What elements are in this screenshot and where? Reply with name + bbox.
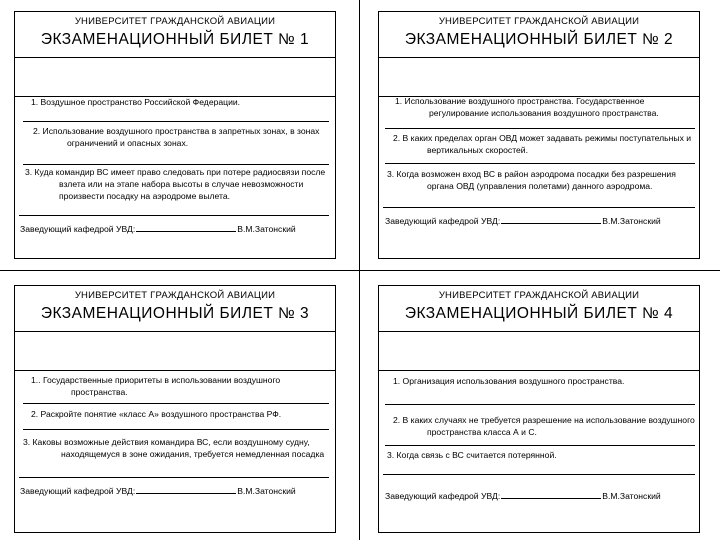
blank-field xyxy=(379,331,699,371)
exam-ticket-1 xyxy=(14,11,336,259)
question-3: 3. Когда связь с ВС считается потерянной. xyxy=(383,449,695,475)
signature-line xyxy=(385,215,661,227)
blank-field xyxy=(379,57,699,97)
question-2: 2. Использование воздушного пространства в запретных зонах, в зонах ограничений и опасных зонах. xyxy=(23,125,329,165)
question-3: 3. Каковы возможные действия командира ВС, если воздушному судну, находящемуся в зоне ожидания, требуется немедленная посадка xyxy=(19,436,329,478)
signature-blank xyxy=(136,485,236,494)
question-1: 1.. Государственные приоритеты в использовании воздушного пространства. xyxy=(23,374,329,404)
signature-name: В.М.Затонский xyxy=(602,216,661,226)
blank-field xyxy=(15,331,335,371)
ticket-title: ЭКЗАМЕНАЦИОННЫЙ БИЛЕТ № 1 xyxy=(40,31,310,48)
ticket-title: ЭКЗАМЕНАЦИОННЫЙ БИЛЕТ № 3 xyxy=(40,305,310,322)
signature-name: В.М.Затонский xyxy=(602,491,661,501)
signature-blank xyxy=(136,223,236,232)
signature-label: Заведующий кафедрой УВД: xyxy=(20,486,136,496)
question-2: 2. Раскройте понятие «класс А» воздушного пространства РФ. xyxy=(23,408,329,430)
university-name: УНИВЕРСИТЕТ ГРАЖДАНСКОЙ АВИАЦИИ xyxy=(74,290,276,301)
signature-label: Заведующий кафедрой УВД: xyxy=(385,216,501,226)
ticket-title: ЭКЗАМЕНАЦИОННЫЙ БИЛЕТ № 2 xyxy=(404,31,674,48)
exam-ticket-3 xyxy=(14,285,336,533)
signature-label: Заведующий кафедрой УВД: xyxy=(20,224,136,234)
question-3: 3. Когда возможен вход ВС в район аэродрома посадки без разрешения органа ОВД (управления полетами) данного аэродрома. xyxy=(383,168,695,208)
exam-ticket-4 xyxy=(378,285,700,533)
question-1: 1. Воздушное пространство Российской Федерации. xyxy=(23,96,329,122)
signature-line xyxy=(385,490,661,502)
signature-line xyxy=(20,485,296,497)
question-3: 3. Куда командир ВС имеет право следовать при потере радиосвязи после взлета или на этапе набора высоты в случае невозможности произвести посадку на аэродроме вылета. xyxy=(19,166,329,216)
signature-label: Заведующий кафедрой УВД: xyxy=(385,491,501,501)
signature-line xyxy=(20,223,296,235)
blank-field xyxy=(15,57,335,97)
signature-name: В.М.Затонский xyxy=(237,486,296,496)
horizontal-cut-line xyxy=(0,270,720,271)
signature-blank xyxy=(501,490,601,499)
question-1: 1. Использование воздушного пространства. Государственное регулирование использования воздушного пространства. xyxy=(385,95,695,129)
university-name: УНИВЕРСИТЕТ ГРАЖДАНСКОЙ АВИАЦИИ xyxy=(438,290,640,301)
signature-name: В.М.Затонский xyxy=(237,224,296,234)
signature-blank xyxy=(501,215,601,224)
question-2: 2. В каких случаях не требуется разрешение на использование воздушного пространства класса А и С. xyxy=(385,414,695,446)
university-name: УНИВЕРСИТЕТ ГРАЖДАНСКОЙ АВИАЦИИ xyxy=(74,16,276,27)
ticket-title: ЭКЗАМЕНАЦИОННЫЙ БИЛЕТ № 4 xyxy=(404,305,674,322)
exam-ticket-2 xyxy=(378,11,700,259)
university-name: УНИВЕРСИТЕТ ГРАЖДАНСКОЙ АВИАЦИИ xyxy=(438,16,640,27)
question-2: 2. В каких пределах орган ОВД может задавать режимы поступательных и вертикальных скоростей. xyxy=(385,132,695,164)
question-1: 1. Организация использования воздушного пространства. xyxy=(385,375,695,405)
